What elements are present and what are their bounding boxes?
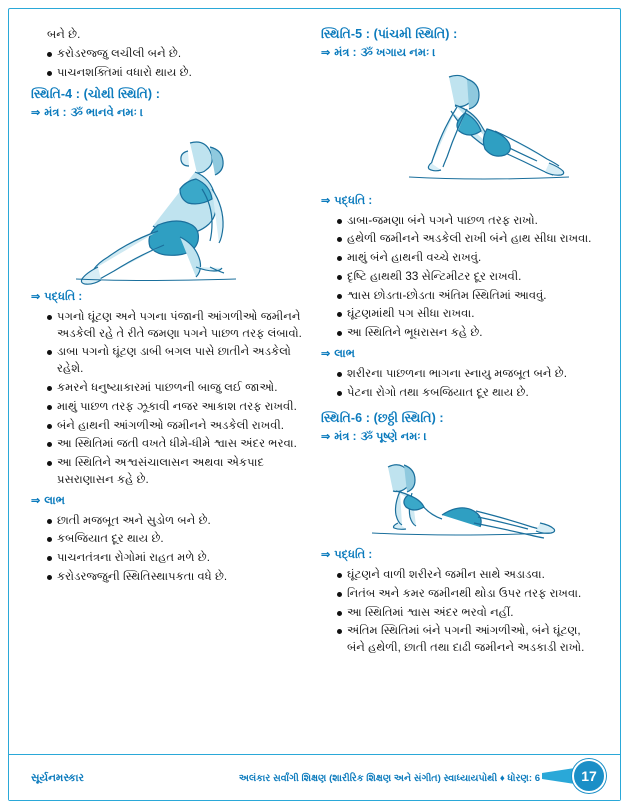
list-item: છાતી મજબૂત અને સુડોળ બને છે. xyxy=(47,513,303,530)
benefit-label: લાભ xyxy=(44,494,65,507)
position-4-method-heading xyxy=(31,291,303,305)
position-4-heading: સ્થિતિ-4 : (ચોથી સ્થિતિ) : xyxy=(31,87,160,102)
page-footer xyxy=(9,754,620,800)
list-item: કમરને ધનુષ્યાકારમાં પાછળની બાજુ લઈ જાઓ. xyxy=(47,380,303,397)
footer-inner xyxy=(9,761,620,795)
list-item: આ સ્થિતિમાં શ્વાસ અંદર ભરવો નહીં. xyxy=(337,605,593,622)
list-item: ઘૂંટણને વાળી શરીરને જમીન સાથે અડાડવા. xyxy=(337,567,593,584)
list-item: આ સ્થિતિને અશ્વસંચાલાસન અથવા એકપાદ પ્રસરાણાસન કહે છે. xyxy=(47,455,303,489)
method-label: પદ્ધતિ : xyxy=(334,549,373,562)
list-item: પગનો ઘૂંટણ અને પગના પંજાની આંગળીઓ જમીનને અડકેલી રહે તે રીતે જમણા પગને પાછળ તરફ લંબાવો. xyxy=(47,309,303,343)
list-item: નિતંબ અને કમર જમીનથી થોડા ઉપર તરફ રાખવા. xyxy=(337,586,593,603)
arrow-icon: ⇒ xyxy=(31,107,41,120)
method-label: પદ્ધતિ : xyxy=(44,291,83,304)
list-item: માથું પાછળ તરફ ઝૂકાવી નજર આકાશ તરફ રાખવી. xyxy=(47,399,303,416)
list-item: શરીરના પાછળના ભાગના સ્નાયુ મજબૂત બને છે. xyxy=(337,366,593,383)
position-6-method-list xyxy=(321,567,593,657)
position-5-benefit-list xyxy=(321,366,593,402)
mantra-text: ૐ ખગાય નમઃ । xyxy=(360,47,436,59)
list-item: પાચનતંત્રના રોગોમાં રાહત મળે છે. xyxy=(47,550,303,567)
list-item: કબજિયાત દૂર થાય છે. xyxy=(47,531,303,548)
mantra-label: મંત્ર : xyxy=(44,107,67,120)
arrow-icon: ⇒ xyxy=(321,348,331,361)
position-6-heading: સ્થિતિ-6 : (છઠ્ઠી સ્થિતિ) : xyxy=(321,411,444,426)
arrow-icon: ⇒ xyxy=(321,431,331,444)
list-item: હથેળી જમીનને અડકેલી રાખી બંને હાથ સીધા રાખવા. xyxy=(337,231,593,248)
list-item: શ્વાસ છોડતા-છોડતા અંતિમ સ્થિતિમાં આવવું. xyxy=(337,288,593,305)
position-6-figure xyxy=(321,451,593,543)
footer-book-title: અલંકાર સર્વાંગી શિક્ષણ (શારીરિક શિક્ષણ અને સંગીત) સ્વાધ્યાયપોથી ♦ ધોરણ: 6 xyxy=(238,772,541,784)
list-item: બંને હાથની આંગળીઓ જમીનને અડકેલી રાખવી. xyxy=(47,418,303,435)
position-4-method-list xyxy=(31,309,303,489)
page-content xyxy=(9,9,620,754)
list-item: દૃષ્ટિ હાથથી 33 સેન્ટિમીટર દૂર રાખવી. xyxy=(337,269,593,286)
position-4-mantra xyxy=(31,107,303,121)
benefit-label: લાભ xyxy=(334,348,355,361)
position-5-mantra xyxy=(321,47,593,61)
arrow-icon: ⇒ xyxy=(321,47,331,59)
arrow-icon: ⇒ xyxy=(321,194,331,207)
method-label: પદ્ધતિ : xyxy=(334,194,373,207)
list-item: આ સ્થિતિને ભૂધરાસન કહે છે. xyxy=(337,325,593,342)
mantra-text: ૐ ભાનવે નમઃ । xyxy=(70,107,144,120)
position-6-method-heading xyxy=(321,549,593,563)
list-item: પાચનશક્તિમાં વધારો થાય છે. xyxy=(47,65,303,82)
left-column xyxy=(31,27,303,754)
position-5-method-list xyxy=(321,213,593,343)
arrow-icon: ⇒ xyxy=(31,291,41,304)
list-item: ડાબા પગનો ઘૂંટણ ડાબી બગલ પાસે છાતીને અડકેલો રહેશે. xyxy=(47,344,303,378)
page-number: 17 xyxy=(572,759,606,793)
mantra-label: મંત્ર : xyxy=(334,431,357,444)
position-6-mantra xyxy=(321,431,593,445)
position-5-figure xyxy=(321,67,593,189)
page-number-badge xyxy=(564,759,606,801)
right-column xyxy=(321,27,593,754)
position-5-benefit-heading xyxy=(321,348,593,362)
mantra-label: મંત્ર : xyxy=(334,47,357,59)
position-4-figure xyxy=(31,127,303,285)
list-item: ઘૂંટણમાંથી પગ સીધા રાખવા. xyxy=(337,306,593,323)
list-item: ડાબા-જમણા બંને પગને પાછળ તરફ રાખો. xyxy=(337,213,593,230)
list-item: આ સ્થિતિમાં જતી વખતે ધીમે-ધીમે શ્વાસ અંદર ભરવા. xyxy=(47,436,303,453)
continued-line: બને છે. xyxy=(47,28,81,41)
position-5-heading: સ્થિતિ-5 : (પાંચમી સ્થિતિ) : xyxy=(321,27,458,41)
list-item: અંતિમ સ્થિતિમાં બંને પગની આંગળીઓ, બંને ઘૂંટણ, બંને હથેળી, છાતી તથા દાઢી જમીનને અડકાડી રાખો. xyxy=(337,623,593,657)
position-4-benefit-list xyxy=(31,513,303,586)
list-item: પેટના રોગો તથા કબજિયાત દૂર થાય છે. xyxy=(337,385,593,402)
footer-topic: સૂર્યનમસ્કાર xyxy=(31,771,84,784)
page-sheet xyxy=(8,8,621,801)
continued-list xyxy=(31,27,303,81)
arrow-icon: ⇒ xyxy=(321,549,331,562)
position-5-method-heading xyxy=(321,195,593,209)
list-item: માથું બંને હાથની વચ્ચે રાખવું. xyxy=(337,250,593,267)
position-4-benefit-heading xyxy=(31,495,303,509)
mantra-text: ૐ પૂષ્ણે નમઃ । xyxy=(360,431,427,444)
list-item: કરોડરજ્જુ લચીલી બને છે. xyxy=(47,46,303,63)
list-item: કરોડરજ્જુની સ્થિતિસ્થાપકતા વધે છે. xyxy=(47,569,303,586)
arrow-icon: ⇒ xyxy=(31,494,41,507)
